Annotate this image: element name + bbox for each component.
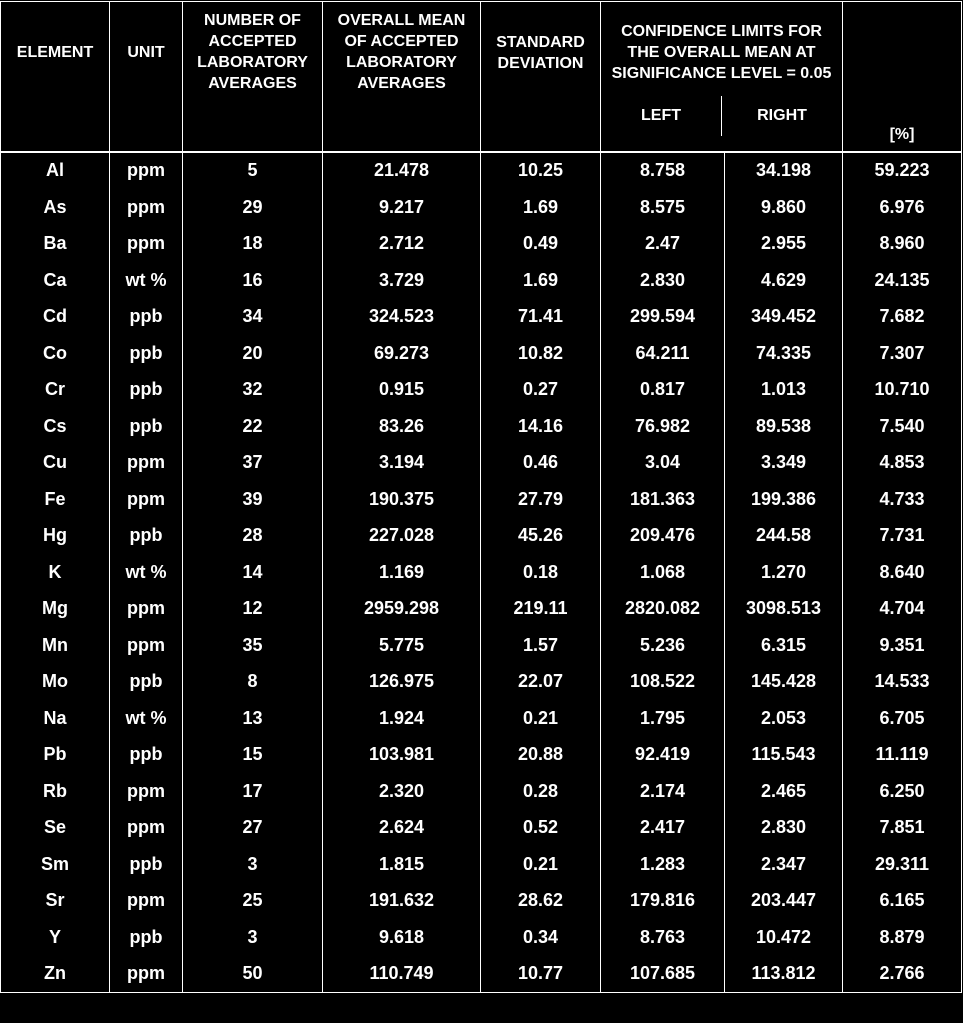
cell-unit: ppm [110,481,183,518]
header-line: NUMBER OF [204,12,301,29]
cell-mean: 9.217 [323,189,481,226]
cell-left: 107.685 [601,956,725,993]
cell-sd: 1.57 [481,627,601,664]
cell-right: 3.349 [725,445,843,482]
cell-percent: 6.976 [843,189,962,226]
cell-count: 22 [183,408,323,445]
cell-left: 2.47 [601,226,725,263]
header-line: THE OVERALL MEAN AT [627,44,816,61]
cell-mean: 190.375 [323,481,481,518]
cell-left: 181.363 [601,481,725,518]
cell-percent: 6.705 [843,700,962,737]
cell-element: Hg [1,518,110,555]
cell-right: 145.428 [725,664,843,701]
header-line: STANDARD [496,34,585,51]
cell-count: 50 [183,956,323,993]
cell-mean: 1.815 [323,846,481,883]
cell-percent: 8.879 [843,919,962,956]
cell-mean: 3.194 [323,445,481,482]
cell-element: Na [1,700,110,737]
cell-sd: 0.34 [481,919,601,956]
cell-left: 2.830 [601,262,725,299]
cell-element: Co [1,335,110,372]
cell-sd: 1.69 [481,189,601,226]
cell-sd: 0.21 [481,846,601,883]
header-line: SIGNIFICANCE LEVEL = 0.05 [611,65,832,82]
cell-percent: 7.307 [843,335,962,372]
cell-unit: ppb [110,299,183,336]
table-row [1,481,962,518]
header-number-accepted [183,2,323,152]
cell-count: 35 [183,627,323,664]
table-row [1,299,962,336]
cell-mean: 1.924 [323,700,481,737]
cell-sd: 10.82 [481,335,601,372]
table-row [1,810,962,847]
cell-left: 92.419 [601,737,725,774]
cell-unit: wt % [110,262,183,299]
cell-mean: 83.26 [323,408,481,445]
cell-percent: 7.540 [843,408,962,445]
cell-unit: ppm [110,810,183,847]
cell-element: K [1,554,110,591]
cell-unit: ppm [110,152,183,190]
header-line: OVERALL MEAN [337,12,466,29]
table-row [1,883,962,920]
cell-left: 0.817 [601,372,725,409]
cell-percent: 4.704 [843,591,962,628]
cell-sd: 0.49 [481,226,601,263]
table-row [1,737,962,774]
cell-element: Rb [1,773,110,810]
header-line: CONFIDENCE LIMITS FOR [621,23,822,40]
cell-sd: 27.79 [481,481,601,518]
cell-count: 37 [183,445,323,482]
cell-count: 39 [183,481,323,518]
cell-mean: 21.478 [323,152,481,190]
cell-count: 15 [183,737,323,774]
cell-unit: ppb [110,737,183,774]
cell-mean: 227.028 [323,518,481,555]
table-row [1,335,962,372]
cell-element: Se [1,810,110,847]
cell-mean: 103.981 [323,737,481,774]
header-unit [110,2,183,152]
cell-element: Mg [1,591,110,628]
header-element [1,2,110,152]
header-line: AVERAGES [208,75,297,92]
cell-unit: ppm [110,226,183,263]
table-row [1,445,962,482]
cell-percent: 24.135 [843,262,962,299]
header-line: ACCEPTED [208,33,297,50]
cell-right: 2.830 [725,810,843,847]
cell-count: 34 [183,299,323,336]
cell-left: 5.236 [601,627,725,664]
cell-right: 2.955 [725,226,843,263]
header-unit-label: UNIT [127,44,165,61]
cell-right: 115.543 [725,737,843,774]
table-row [1,627,962,664]
cell-unit: wt % [110,700,183,737]
cell-count: 25 [183,883,323,920]
cell-right: 244.58 [725,518,843,555]
cell-right: 1.013 [725,372,843,409]
cell-percent: 10.710 [843,372,962,409]
table-row [1,773,962,810]
cell-mean: 2959.298 [323,591,481,628]
cell-unit: ppb [110,408,183,445]
cell-right: 9.860 [725,189,843,226]
cell-element: Cs [1,408,110,445]
cell-unit: wt % [110,554,183,591]
cell-sd: 28.62 [481,883,601,920]
cell-count: 27 [183,810,323,847]
cell-count: 28 [183,518,323,555]
cell-right: 2.053 [725,700,843,737]
cell-left: 108.522 [601,664,725,701]
cell-unit: ppb [110,664,183,701]
cell-mean: 1.169 [323,554,481,591]
cell-count: 12 [183,591,323,628]
cell-unit: ppb [110,518,183,555]
cell-left: 2.174 [601,773,725,810]
cell-element: Pb [1,737,110,774]
cell-percent: 7.682 [843,299,962,336]
cell-count: 13 [183,700,323,737]
cell-sd: 0.21 [481,700,601,737]
cell-unit: ppm [110,591,183,628]
cell-sd: 0.18 [481,554,601,591]
cell-element: Cu [1,445,110,482]
cell-mean: 2.624 [323,810,481,847]
cell-unit: ppb [110,335,183,372]
cell-count: 17 [183,773,323,810]
cell-left: 1.068 [601,554,725,591]
cell-count: 8 [183,664,323,701]
cell-element: Zn [1,956,110,993]
cell-left: 209.476 [601,518,725,555]
cell-mean: 3.729 [323,262,481,299]
cell-element: Fe [1,481,110,518]
header-standard-deviation [481,2,601,152]
cell-percent: 11.119 [843,737,962,774]
cell-percent: 14.533 [843,664,962,701]
cell-count: 16 [183,262,323,299]
cell-element: Cd [1,299,110,336]
cell-left: 179.816 [601,883,725,920]
cell-unit: ppm [110,883,183,920]
cell-right: 349.452 [725,299,843,336]
cell-percent: 6.165 [843,883,962,920]
cell-sd: 14.16 [481,408,601,445]
cell-element: Sm [1,846,110,883]
cell-element: Mn [1,627,110,664]
cell-sd: 1.69 [481,262,601,299]
cell-left: 1.795 [601,700,725,737]
cell-right: 74.335 [725,335,843,372]
table-body [1,152,962,993]
cell-count: 32 [183,372,323,409]
cell-left: 8.575 [601,189,725,226]
cell-right: 4.629 [725,262,843,299]
cell-unit: ppb [110,372,183,409]
cell-sd: 0.28 [481,773,601,810]
header-confidence-limits [601,2,843,152]
cell-right: 199.386 [725,481,843,518]
cell-element: Ca [1,262,110,299]
cell-sd: 10.25 [481,152,601,190]
cell-sd: 45.26 [481,518,601,555]
cell-sd: 0.46 [481,445,601,482]
header-line: LABORATORY [197,54,308,71]
cell-percent: 29.311 [843,846,962,883]
cell-element: Al [1,152,110,190]
cell-right: 2.465 [725,773,843,810]
header-line: AVERAGES [357,75,446,92]
cell-sd: 10.77 [481,956,601,993]
table-row [1,408,962,445]
cell-left: 2.417 [601,810,725,847]
table-row [1,189,962,226]
cell-right: 6.315 [725,627,843,664]
cell-sd: 71.41 [481,299,601,336]
cell-left: 8.758 [601,152,725,190]
cell-percent: 59.223 [843,152,962,190]
table-row [1,262,962,299]
cell-percent: 7.851 [843,810,962,847]
cell-left: 3.04 [601,445,725,482]
cell-sd: 20.88 [481,737,601,774]
cell-percent: 4.733 [843,481,962,518]
cell-mean: 2.320 [323,773,481,810]
cell-left: 8.763 [601,919,725,956]
cell-unit: ppm [110,956,183,993]
cell-sd: 0.52 [481,810,601,847]
cell-right: 89.538 [725,408,843,445]
cell-percent: 7.731 [843,518,962,555]
cell-unit: ppm [110,773,183,810]
cell-mean: 324.523 [323,299,481,336]
cell-left: 76.982 [601,408,725,445]
cell-percent: 6.250 [843,773,962,810]
cell-sd: 219.11 [481,591,601,628]
cell-right: 3098.513 [725,591,843,628]
cell-mean: 9.618 [323,919,481,956]
cell-mean: 110.749 [323,956,481,993]
cell-count: 3 [183,919,323,956]
results-table [0,1,962,993]
table-row [1,226,962,263]
cell-unit: ppm [110,627,183,664]
cell-left: 2820.082 [601,591,725,628]
cell-percent: 8.640 [843,554,962,591]
cell-right: 113.812 [725,956,843,993]
cell-right: 10.472 [725,919,843,956]
table-row [1,372,962,409]
cell-right: 2.347 [725,846,843,883]
cell-mean: 5.775 [323,627,481,664]
cell-sd: 22.07 [481,664,601,701]
cell-percent: 9.351 [843,627,962,664]
cell-percent: 4.853 [843,445,962,482]
table-row [1,919,962,956]
table-row [1,846,962,883]
cell-right: 1.270 [725,554,843,591]
header-line: OF ACCEPTED [344,33,459,50]
cell-mean: 0.915 [323,372,481,409]
confidence-subheaders [601,96,842,136]
cell-left: 1.283 [601,846,725,883]
table-header [1,2,962,152]
cell-unit: ppb [110,919,183,956]
cell-count: 20 [183,335,323,372]
cell-percent: 2.766 [843,956,962,993]
cell-count: 5 [183,152,323,190]
header-percent [843,2,962,152]
header-percent-label: [%] [889,125,915,143]
cell-left: 299.594 [601,299,725,336]
confidence-title [601,2,842,96]
cell-count: 18 [183,226,323,263]
header-left: LEFT [601,96,722,136]
header-right: RIGHT [757,107,807,124]
cell-element: Sr [1,883,110,920]
cell-mean: 191.632 [323,883,481,920]
cell-right: 203.447 [725,883,843,920]
table-row [1,152,962,190]
cell-mean: 126.975 [323,664,481,701]
table-row [1,554,962,591]
cell-count: 14 [183,554,323,591]
cell-element: Mo [1,664,110,701]
cell-unit: ppb [110,846,183,883]
table-row [1,956,962,993]
cell-percent: 8.960 [843,226,962,263]
table-row [1,591,962,628]
cell-mean: 69.273 [323,335,481,372]
table-row [1,700,962,737]
table-row [1,518,962,555]
cell-left: 64.211 [601,335,725,372]
header-element-label: ELEMENT [16,44,94,61]
cell-element: As [1,189,110,226]
header-line: LABORATORY [346,54,457,71]
table-row [1,664,962,701]
cell-right: 34.198 [725,152,843,190]
cell-count: 3 [183,846,323,883]
cell-count: 29 [183,189,323,226]
cell-unit: ppm [110,189,183,226]
cell-unit: ppm [110,445,183,482]
cell-element: Ba [1,226,110,263]
cell-mean: 2.712 [323,226,481,263]
header-overall-mean [323,2,481,152]
cell-element: Y [1,919,110,956]
header-line: DEVIATION [497,55,584,72]
cell-sd: 0.27 [481,372,601,409]
cell-element: Cr [1,372,110,409]
